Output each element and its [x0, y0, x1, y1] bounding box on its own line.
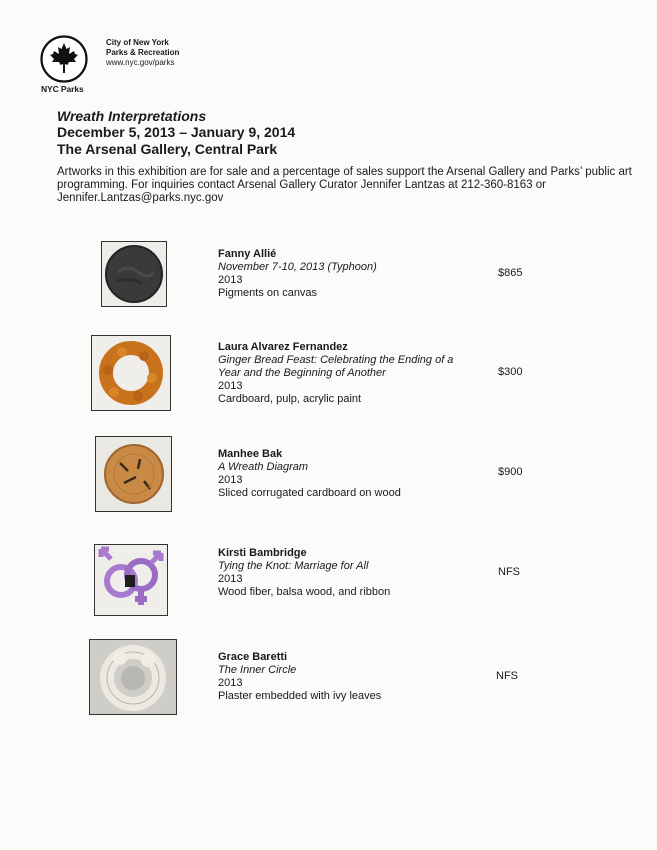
- artwork-title: A Wreath Diagram: [218, 461, 309, 473]
- intro-paragraph: Artworks in this exhibition are for sale and a percentage of sales support the Arsenal Gallery and Parks’ public art programming. For inquiries contact Arsenal Gallery Curator Jennifer Lantzas at 212-360-8163 or Jennifer.Lantzas@parks.nyc.gov: [57, 166, 632, 204]
- artist-name: Fanny Allié: [218, 248, 277, 260]
- artwork-image-ginger-bread: [91, 335, 171, 411]
- agency-name: City of New York: [106, 38, 169, 47]
- artwork-year: 2013: [218, 677, 243, 689]
- artwork-info: [218, 341, 478, 406]
- artwork-medium: Cardboard, pulp, acrylic paint: [218, 393, 362, 405]
- exhibition-dates: December 5, 2013 – January 9, 2014: [57, 124, 296, 140]
- artwork-medium: Wood fiber, balsa wood, and ribbon: [218, 586, 391, 598]
- artwork-image-typhoon: [101, 241, 167, 307]
- artwork-price: NFS: [496, 670, 518, 682]
- artwork-price: $300: [498, 366, 523, 378]
- artwork-title: November 7-10, 2013 (Typhoon): [218, 261, 377, 273]
- artist-name: Grace Baretti: [218, 651, 288, 663]
- exhibition-header: [57, 108, 295, 158]
- maple-leaf-icon: [40, 35, 88, 83]
- artwork-price: $900: [498, 466, 523, 478]
- artwork-price: $865: [498, 267, 523, 279]
- agency-block: [106, 38, 179, 68]
- exhibition-title: Wreath Interpretations: [57, 108, 207, 124]
- artwork-title: The Inner Circle: [218, 664, 297, 676]
- artwork-image-tying-the-knot: [94, 544, 168, 616]
- artwork-medium: Pigments on canvas: [218, 287, 318, 299]
- artwork-image-inner-circle: [89, 639, 177, 715]
- agency-url: www.nyc.gov/parks: [106, 58, 175, 67]
- artwork-year: 2013: [218, 573, 243, 585]
- artwork-title: Tying the Knot: Marriage for All: [218, 560, 369, 572]
- artwork-medium: Sliced corrugated cardboard on wood: [218, 487, 401, 499]
- exhibition-venue: The Arsenal Gallery, Central Park: [57, 141, 278, 157]
- logo-caption: NYC Parks: [41, 84, 84, 94]
- artwork-info: [218, 448, 478, 500]
- nyc-parks-logo: [40, 35, 88, 83]
- artwork-info: [218, 651, 478, 703]
- artist-name: Laura Alvarez Fernandez: [218, 341, 348, 353]
- artwork-year: 2013: [218, 380, 243, 392]
- artwork-price: NFS: [498, 566, 520, 578]
- artwork-year: 2013: [218, 274, 243, 286]
- artwork-medium: Plaster embedded with ivy leaves: [218, 690, 382, 702]
- artist-name: Manhee Bak: [218, 448, 283, 460]
- artwork-image-wreath-diagram: [95, 436, 172, 512]
- agency-department: Parks & Recreation: [106, 48, 180, 57]
- artwork-info: [218, 547, 478, 599]
- artwork-info: [218, 248, 478, 300]
- artist-name: Kirsti Bambridge: [218, 547, 307, 559]
- artwork-year: 2013: [218, 474, 243, 486]
- artwork-title: Ginger Bread Feast: Celebrating the Ending of a Year and the Beginning of Another: [218, 354, 454, 379]
